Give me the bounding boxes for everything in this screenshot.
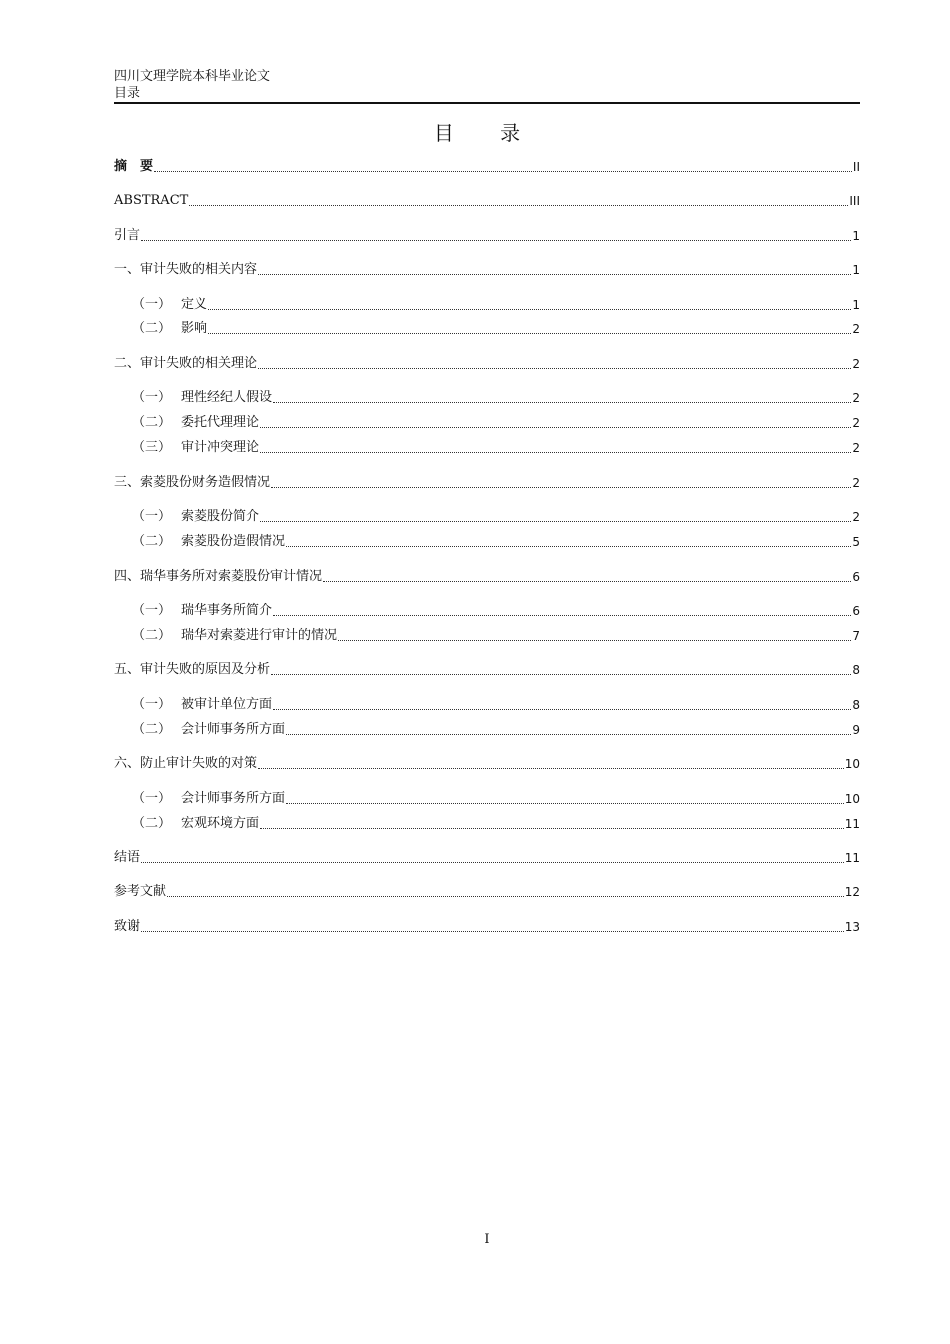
running-header bbox=[114, 68, 270, 102]
toc-entry-title: 引言 bbox=[114, 228, 141, 243]
dot-leader bbox=[338, 640, 851, 641]
toc-page-number: 2 bbox=[852, 322, 860, 336]
toc-page-number: 11 bbox=[844, 851, 860, 865]
toc-page-number: 1 bbox=[852, 229, 860, 243]
toc-entry-title: 审计冲突理论 bbox=[181, 440, 260, 455]
dot-leader bbox=[154, 171, 852, 172]
toc-entry-number: （一） bbox=[132, 697, 172, 712]
toc-page-number: 8 bbox=[852, 663, 860, 677]
header-section: 目录 bbox=[114, 86, 141, 101]
header-school: 四川文理学院本科毕业论文 bbox=[114, 69, 271, 84]
dot-leader bbox=[286, 803, 844, 804]
dot-leader bbox=[141, 862, 844, 863]
dot-leader bbox=[141, 931, 844, 932]
toc-entry-title: 被审计单位方面 bbox=[181, 697, 273, 712]
toc-page-number: 10 bbox=[844, 792, 860, 806]
toc-page-number: 11 bbox=[844, 817, 860, 831]
toc-page-number: 5 bbox=[852, 535, 860, 549]
toc-page-number: 1 bbox=[852, 263, 860, 277]
toc-subentry[interactable] bbox=[132, 600, 860, 620]
dot-leader bbox=[260, 452, 851, 453]
dot-leader bbox=[208, 309, 851, 310]
toc-page-number: II bbox=[852, 160, 860, 174]
toc-entry-number: （一） bbox=[132, 297, 172, 312]
toc-entry[interactable] bbox=[114, 353, 860, 373]
toc-entry-title: 参考文献 bbox=[114, 884, 167, 899]
toc-entry-number: （二） bbox=[132, 628, 172, 643]
toc-subentry[interactable] bbox=[132, 531, 860, 551]
dot-leader bbox=[323, 581, 851, 582]
toc-entry[interactable] bbox=[114, 847, 860, 867]
dot-leader bbox=[260, 427, 851, 428]
toc-entry-title: 瑞华事务所简介 bbox=[181, 603, 273, 618]
toc-page-number: 9 bbox=[852, 723, 860, 737]
toc-entry[interactable] bbox=[114, 156, 860, 176]
dot-leader bbox=[189, 205, 848, 206]
toc-entry-title: 摘 要 bbox=[114, 159, 154, 174]
toc-entry-title: ABSTRACT bbox=[114, 193, 189, 208]
toc-entry-title: 索菱股份简介 bbox=[181, 509, 260, 524]
toc-entry[interactable] bbox=[114, 225, 860, 245]
dot-leader bbox=[258, 768, 844, 769]
dot-leader bbox=[208, 333, 851, 334]
toc-entry[interactable] bbox=[114, 566, 860, 586]
dot-leader bbox=[273, 615, 851, 616]
toc-entry[interactable] bbox=[114, 259, 860, 279]
toc-entry-title: 定义 bbox=[181, 297, 208, 312]
dot-leader bbox=[141, 240, 851, 241]
toc-subentry[interactable] bbox=[132, 788, 860, 808]
toc-entry-title: 会计师事务所方面 bbox=[181, 791, 286, 806]
toc-page-number: 6 bbox=[852, 570, 860, 584]
toc-entry[interactable] bbox=[114, 190, 860, 210]
toc-entry-number: （一） bbox=[132, 791, 172, 806]
toc-entry[interactable] bbox=[114, 753, 860, 773]
toc-page-number: 2 bbox=[852, 510, 860, 524]
toc-page-number: 1 bbox=[852, 298, 860, 312]
dot-leader bbox=[258, 274, 851, 275]
toc-entry[interactable] bbox=[114, 659, 860, 679]
toc-entry-title: 六、防止审计失败的对策 bbox=[114, 756, 258, 771]
toc-page-number: 12 bbox=[844, 885, 860, 899]
toc-entry-title: 影响 bbox=[181, 321, 208, 336]
toc-entry-title: 四、瑞华事务所对索菱股份审计情况 bbox=[114, 569, 323, 584]
dot-leader bbox=[260, 521, 851, 522]
toc-subentry[interactable] bbox=[132, 412, 860, 432]
toc-entry[interactable] bbox=[114, 916, 860, 936]
toc-entry-number: （二） bbox=[132, 415, 172, 430]
toc-page-number: 2 bbox=[852, 476, 860, 490]
toc-entry-title: 一、审计失败的相关内容 bbox=[114, 262, 258, 277]
dot-leader bbox=[273, 402, 851, 403]
toc-entry-title: 会计师事务所方面 bbox=[181, 722, 286, 737]
toc-entry[interactable] bbox=[114, 881, 860, 901]
toc-entry-number: （一） bbox=[132, 603, 172, 618]
toc-entry-title: 委托代理理论 bbox=[181, 415, 260, 430]
toc-page-number: III bbox=[849, 194, 860, 208]
toc-entry-number: （一） bbox=[132, 509, 172, 524]
toc-entry-title: 致谢 bbox=[114, 919, 141, 934]
toc-page-number: 2 bbox=[852, 391, 860, 405]
toc-entry-number: （二） bbox=[132, 321, 172, 336]
toc-page-number: 7 bbox=[852, 629, 860, 643]
toc-subentry[interactable] bbox=[132, 719, 860, 739]
toc-entry-title: 三、索菱股份财务造假情况 bbox=[114, 475, 271, 490]
dot-leader bbox=[258, 368, 851, 369]
toc-subentry[interactable] bbox=[132, 318, 860, 338]
dot-leader bbox=[271, 674, 851, 675]
toc-page-number: 8 bbox=[852, 698, 860, 712]
page-number: I bbox=[484, 1232, 490, 1247]
toc-entry-number: （三） bbox=[132, 440, 172, 455]
dot-leader bbox=[271, 487, 851, 488]
toc-entry-number: （二） bbox=[132, 722, 172, 737]
toc-subentry[interactable] bbox=[132, 387, 860, 407]
dot-leader bbox=[286, 734, 851, 735]
toc-page-number: 2 bbox=[852, 441, 860, 455]
toc-entry-number: （二） bbox=[132, 534, 172, 549]
dot-leader bbox=[260, 828, 844, 829]
toc-entry-title: 索菱股份造假情况 bbox=[181, 534, 286, 549]
toc-title: 目 录 bbox=[433, 121, 541, 145]
dot-leader bbox=[273, 709, 851, 710]
toc-entry-title: 理性经纪人假设 bbox=[181, 390, 273, 405]
toc-page-number: 2 bbox=[852, 416, 860, 430]
dot-leader bbox=[286, 546, 851, 547]
toc-entry-title: 瑞华对索菱进行审计的情况 bbox=[181, 628, 338, 643]
toc-subentry[interactable] bbox=[132, 625, 860, 645]
toc-subentry[interactable] bbox=[132, 294, 860, 314]
toc-entry-title: 宏观环境方面 bbox=[181, 816, 260, 831]
toc-entry-number: （一） bbox=[132, 390, 172, 405]
toc-subentry[interactable] bbox=[132, 694, 860, 714]
toc-entry-title: 五、审计失败的原因及分析 bbox=[114, 662, 271, 677]
toc-page-number: 2 bbox=[852, 357, 860, 371]
toc-entry-title: 结语 bbox=[114, 850, 141, 865]
toc-page-number: 13 bbox=[844, 920, 860, 934]
toc-subentry[interactable] bbox=[132, 813, 860, 833]
dot-leader bbox=[167, 896, 844, 897]
toc-subentry[interactable] bbox=[132, 506, 860, 526]
toc-page-number: 6 bbox=[852, 604, 860, 618]
toc-entry-title: 二、审计失败的相关理论 bbox=[114, 356, 258, 371]
toc-subentry[interactable] bbox=[132, 437, 860, 457]
toc-entry-number: （二） bbox=[132, 816, 172, 831]
toc-entry[interactable] bbox=[114, 472, 860, 492]
header-rule bbox=[114, 102, 860, 104]
toc-page-number: 10 bbox=[844, 757, 860, 771]
